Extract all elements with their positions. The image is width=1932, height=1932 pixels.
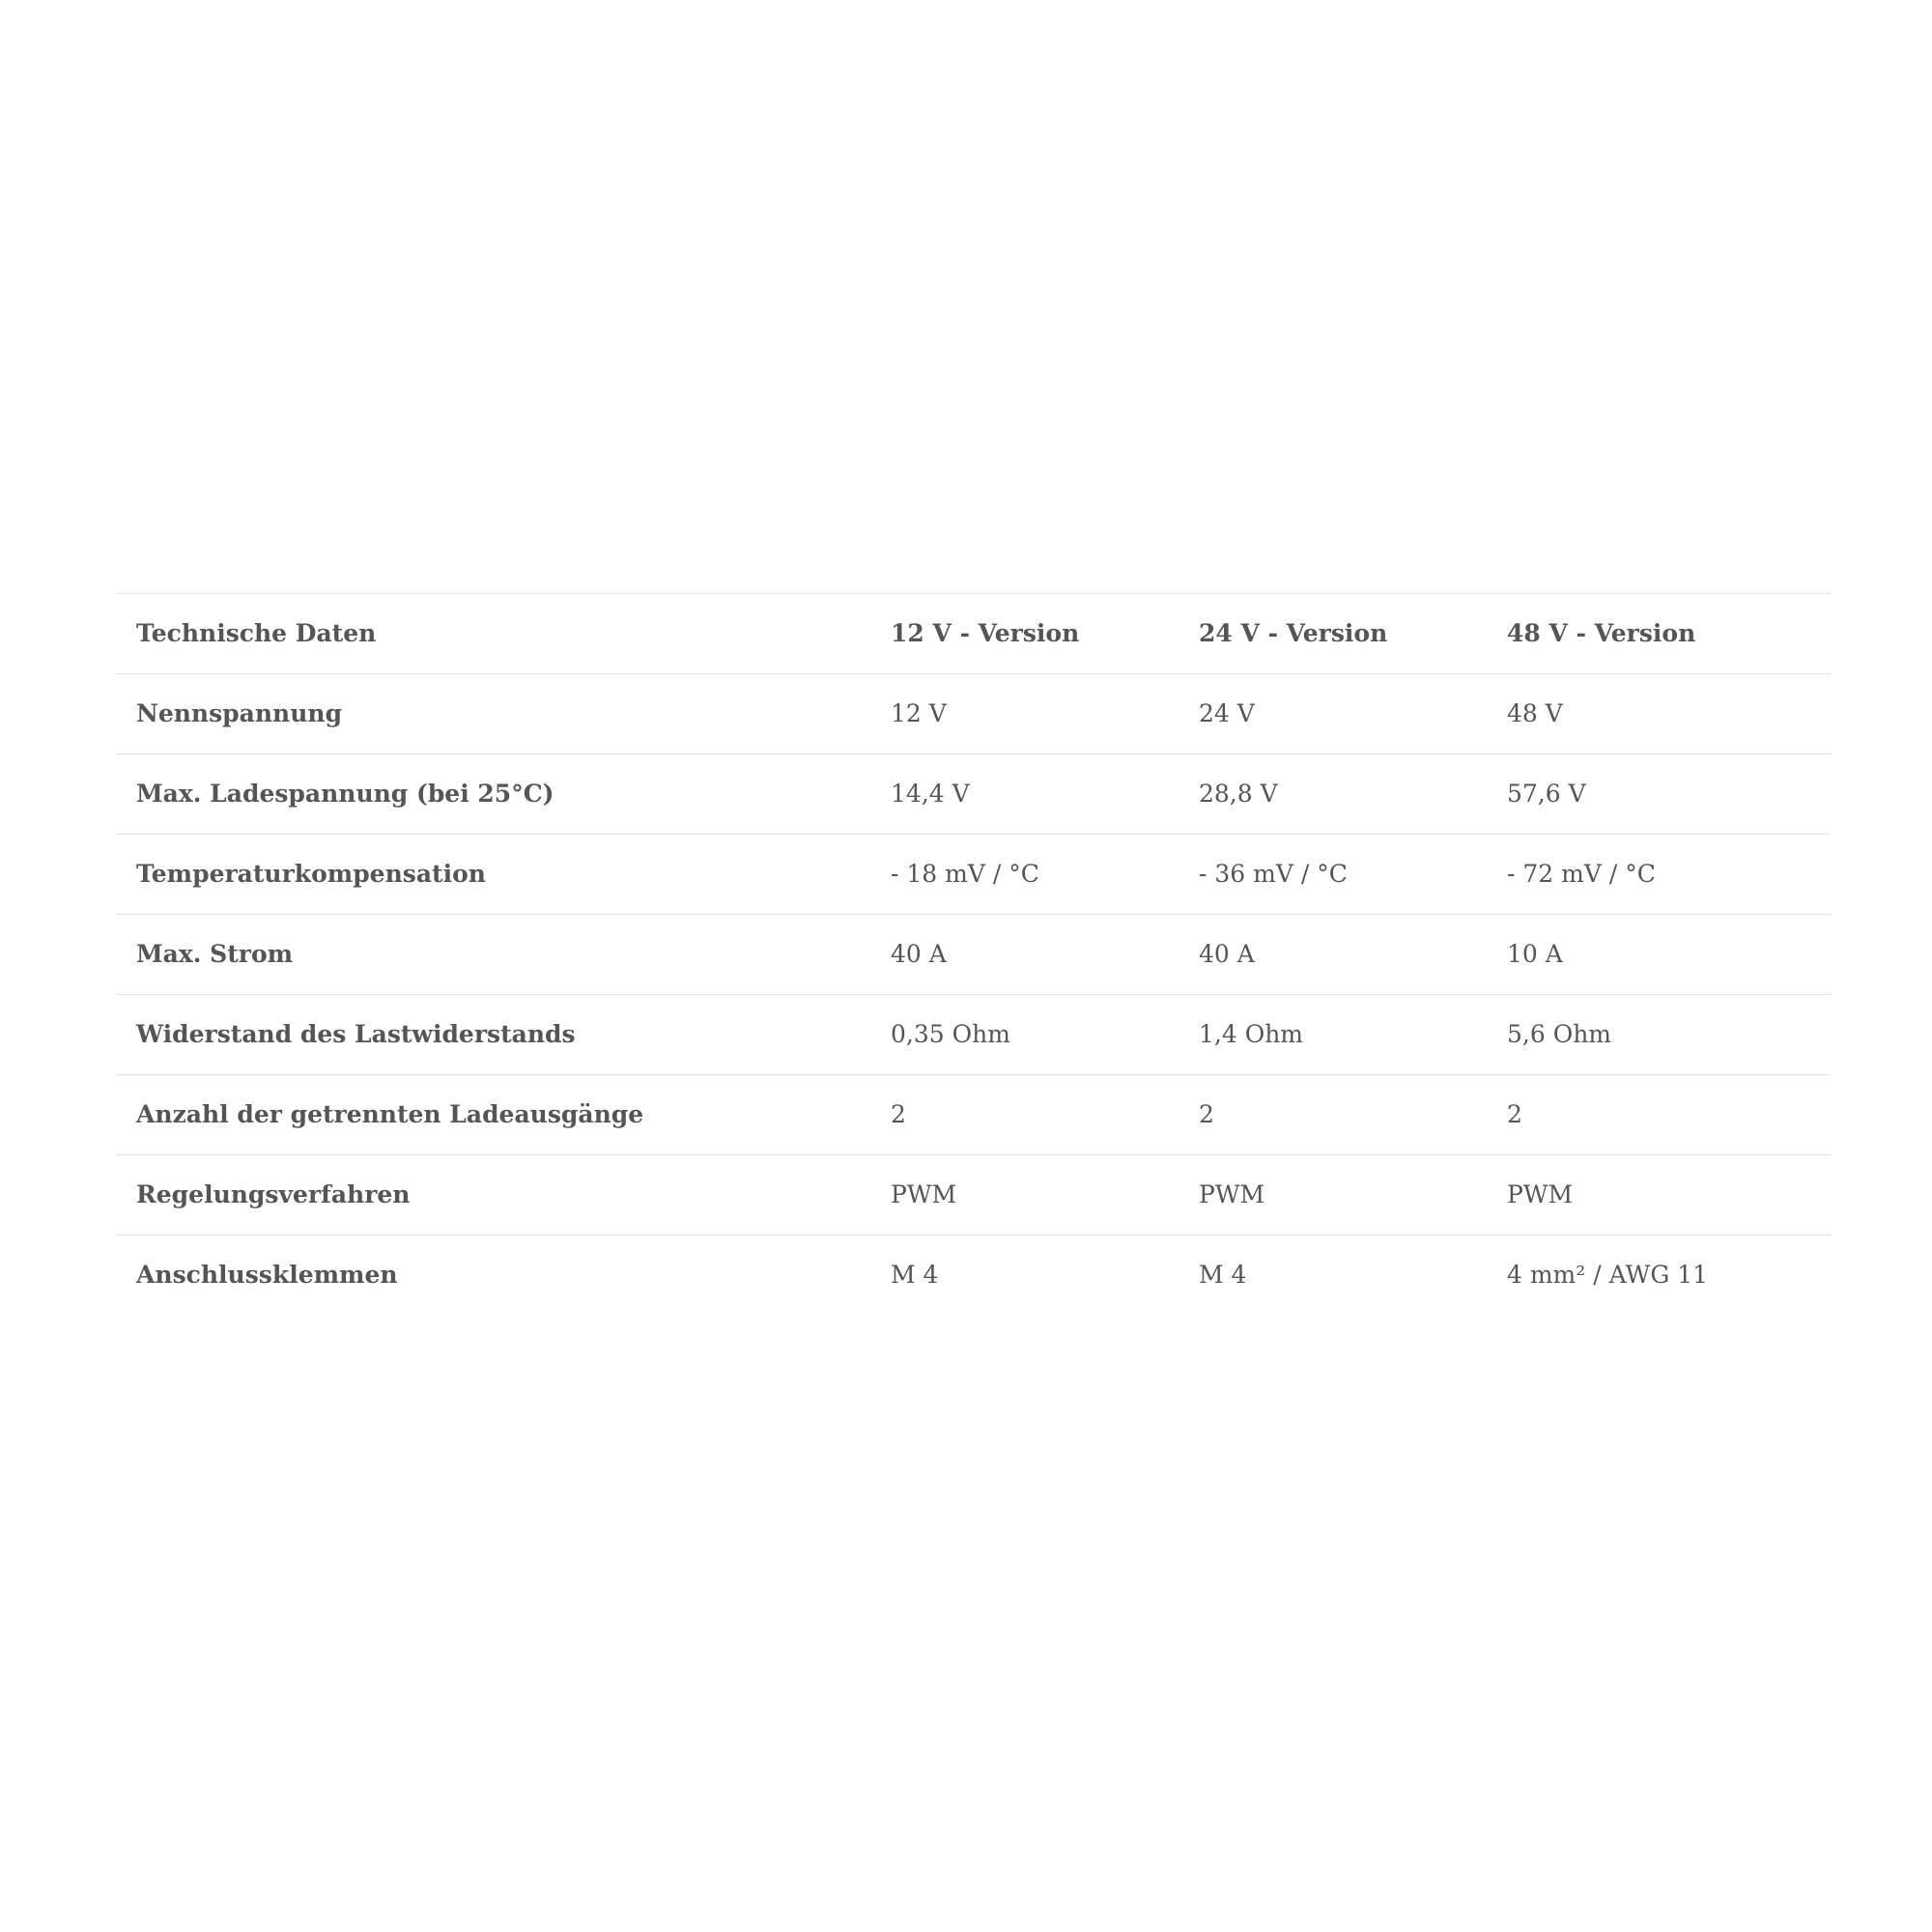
cell-48v: 48 V [1507,699,1563,727]
cell-48v: 5,6 Ohm [1507,1020,1612,1048]
table-row-regelungsverfahren [116,1155,1831,1236]
cell-24v: 40 A [1199,940,1255,968]
cell-12v: 12 V [891,699,947,727]
technical-data-table [116,593,1831,1316]
cell-48v: 10 A [1507,940,1563,968]
row-label: Anschlussklemmen [136,1261,398,1290]
cell-12v: 40 A [891,940,947,968]
table-row-ladeausgaenge [116,1075,1831,1155]
cell-48v: 2 [1507,1100,1522,1128]
row-label: Widerstand des Lastwiderstands [136,1020,576,1048]
cell-12v: 14,4 V [891,780,970,808]
table-row-max-strom [116,915,1831,995]
cell-24v: 28,8 V [1199,780,1278,808]
table-row-max-ladespannung [116,754,1831,835]
cell-48v: - 72 mV / °C [1507,860,1656,888]
header-12v-version: 12 V - Version [891,619,1080,647]
row-label: Anzahl der getrennten Ladeausgänge [136,1100,644,1128]
cell-24v: 2 [1199,1100,1214,1128]
row-label: Max. Strom [136,940,294,968]
cell-12v: 0,35 Ohm [891,1020,1010,1048]
header-48v-version: 48 V - Version [1507,619,1696,647]
row-label: Regelungsverfahren [136,1180,411,1208]
table-row-nennspannung [116,674,1831,754]
cell-12v: 2 [891,1100,906,1128]
cell-12v: PWM [891,1180,957,1208]
table-header-row [116,594,1831,674]
cell-48v: 57,6 V [1507,780,1586,808]
row-label: Temperaturkompensation [136,860,486,888]
cell-48v: 4 mm² / AWG 11 [1507,1261,1709,1290]
cell-48v: PWM [1507,1180,1574,1208]
row-label: Max. Ladespannung (bei 25°C) [136,780,554,808]
cell-12v: M 4 [891,1261,939,1290]
cell-24v: PWM [1199,1180,1265,1208]
cell-12v: - 18 mV / °C [891,860,1039,888]
cell-24v: M 4 [1199,1261,1247,1290]
row-label: Nennspannung [136,699,343,727]
table-row-anschlussklemmen [116,1236,1831,1316]
table-row-temperaturkompensation [116,835,1831,915]
cell-24v: - 36 mV / °C [1199,860,1348,888]
cell-24v: 1,4 Ohm [1199,1020,1304,1048]
header-24v-version: 24 V - Version [1199,619,1388,647]
table-row-widerstand [116,995,1831,1075]
header-label: Technische Daten [136,619,377,647]
cell-24v: 24 V [1199,699,1255,727]
